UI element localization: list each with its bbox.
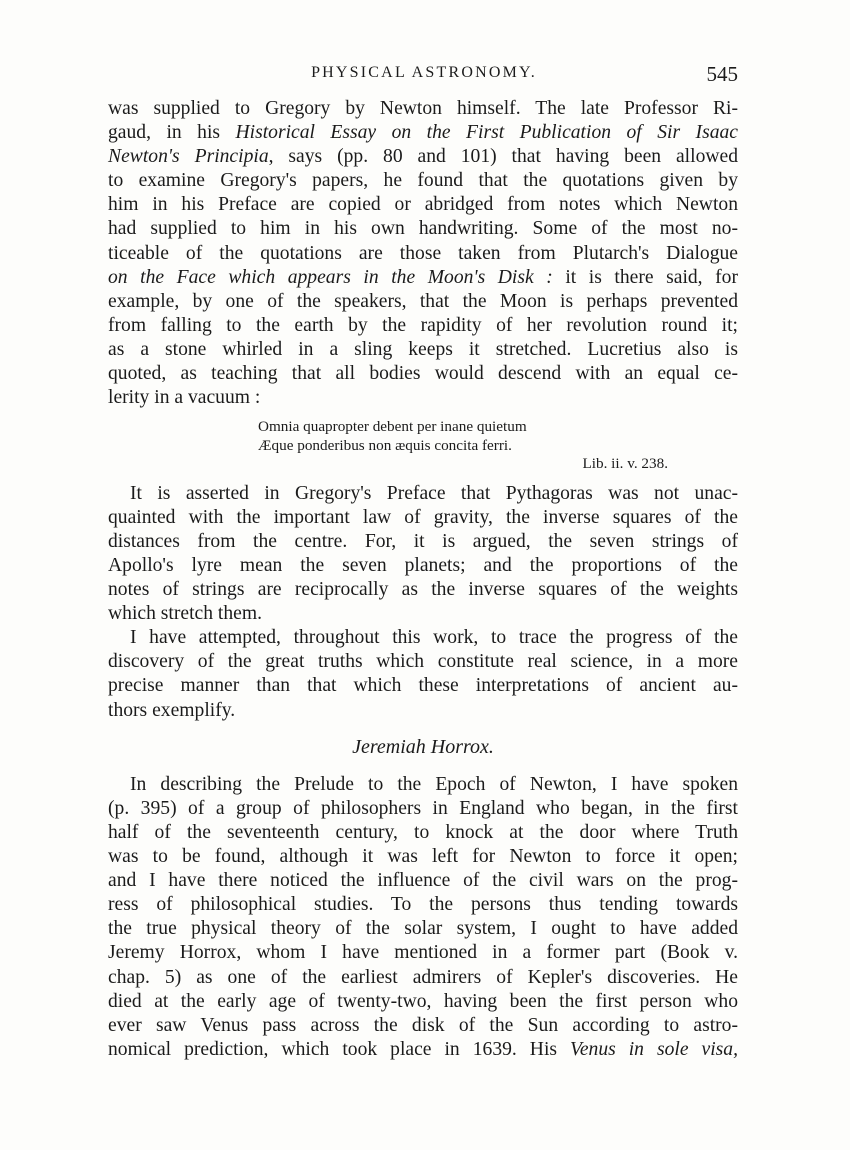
book-title-italic: Historical Essay on the First Publication of Sir Isaac: [235, 122, 738, 144]
text-line: ever saw Venus pass across the disk of the Sun according to astro-: [108, 1014, 738, 1036]
text-line: (p. 395) of a group of philosophers in England who began, in the first: [108, 797, 738, 819]
text-line: died at the early age of twenty-two, having been the first person who: [108, 990, 738, 1012]
text-line: notes of strings are reciprocally as the inverse squares of the weights: [108, 579, 738, 601]
paragraph-horrox: [108, 773, 738, 1062]
text-line: half of the seventeenth century, to knock at the door where Truth: [108, 821, 738, 843]
text-line: was to be found, although it was left for Newton to force it open;: [108, 846, 738, 868]
text-line: had supplied to him in his own handwriting. Some of the most no-: [108, 218, 738, 240]
text-line: as a stone whirled in a sling keeps it stretched. Lucretius also is: [108, 338, 738, 360]
text-line: I have attempted, throughout this work, to trace the progress of the: [130, 627, 738, 649]
text-line: and I have there noticed the influence of the civil wars on the prog-: [108, 870, 738, 892]
quote-line: Æque ponderibus non æquis concita ferri.: [258, 436, 512, 454]
page-body: [108, 97, 738, 1062]
text-line: on the Face which appears in the Moon's Disk : it is there said, for: [108, 266, 738, 288]
text-line: gaud, in his Historical Essay on the First Publication of Sir Isaac: [108, 122, 738, 144]
text-line: Jeremy Horrox, whom I have mentioned in a former part (Book v.: [108, 942, 738, 964]
text-line: ress of philosophical studies. To the persons thus tending towards: [108, 894, 738, 916]
text-line: lerity in a vacuum :: [108, 387, 261, 409]
text-line: was supplied to Gregory by Newton himself. The late Professor Ri-: [108, 98, 738, 119]
page-number: 545: [706, 62, 738, 86]
text-line: Newton's Principia, says (pp. 80 and 101) that having been allowed: [108, 146, 739, 168]
page-header: [110, 62, 738, 88]
paragraph-gregory-quotations: [108, 97, 738, 410]
text-line: quoted, as teaching that all bodies would descend with an equal ce-: [108, 363, 738, 385]
book-title-italic: Newton's Principia: [108, 146, 269, 168]
text-line: Apollo's lyre mean the seven planets; and the proportions of the: [108, 555, 738, 576]
lucretius-quotation: [258, 418, 668, 474]
text-line: example, by one of the speakers, that the Moon is perhaps prevented: [108, 290, 738, 312]
text-line: nomical prediction, which took place in 1639. His Venus in sole visa,: [108, 1038, 739, 1060]
quote-reference: Lib. ii. v. 238.: [582, 455, 668, 473]
section-heading: Jeremiah Horrox.: [352, 735, 494, 758]
text-line: quainted with the important law of gravity, the inverse squares of the: [108, 506, 738, 528]
paragraph-progress: [108, 626, 738, 722]
text-line: thors exemplify.: [108, 699, 236, 721]
text-line: from falling to the earth by the rapidity of her revolution round it;: [108, 314, 738, 336]
text-line: the true physical theory of the solar system, I ought to have added: [108, 918, 738, 940]
text-line: precise manner than that which these interpretations of ancient au-: [108, 675, 738, 697]
paragraph-pythagoras: [108, 482, 738, 627]
book-title-italic: Venus in sole visa,: [570, 1038, 739, 1060]
running-head: PHYSICAL ASTRONOMY.: [311, 64, 537, 81]
text-line: which stretch them.: [108, 603, 262, 625]
text-line: chap. 5) as one of the earliest admirers of Kepler's discoveries. He: [108, 966, 738, 988]
text-line: discovery of the great truths which constitute real science, in a more: [108, 651, 738, 673]
dialogue-title-italic: on the Face which appears in the Moon's Disk :: [108, 266, 553, 288]
text-line: ticeable of the quotations are those taken from Plutarch's Dialogue: [108, 242, 738, 264]
text-line: distances from the centre. For, it is argued, the seven strings of: [108, 530, 738, 552]
text-line: It is asserted in Gregory's Preface that Pythagoras was not unac-: [130, 482, 738, 504]
text-line: In describing the Prelude to the Epoch of Newton, I have spoken: [130, 773, 738, 795]
quote-line: Omnia quapropter debent per inane quietum: [258, 418, 527, 436]
text-line: to examine Gregory's papers, he found that the quotations given by: [108, 170, 738, 192]
text-line: him in his Preface are copied or abridged from notes which Newton: [108, 194, 738, 216]
